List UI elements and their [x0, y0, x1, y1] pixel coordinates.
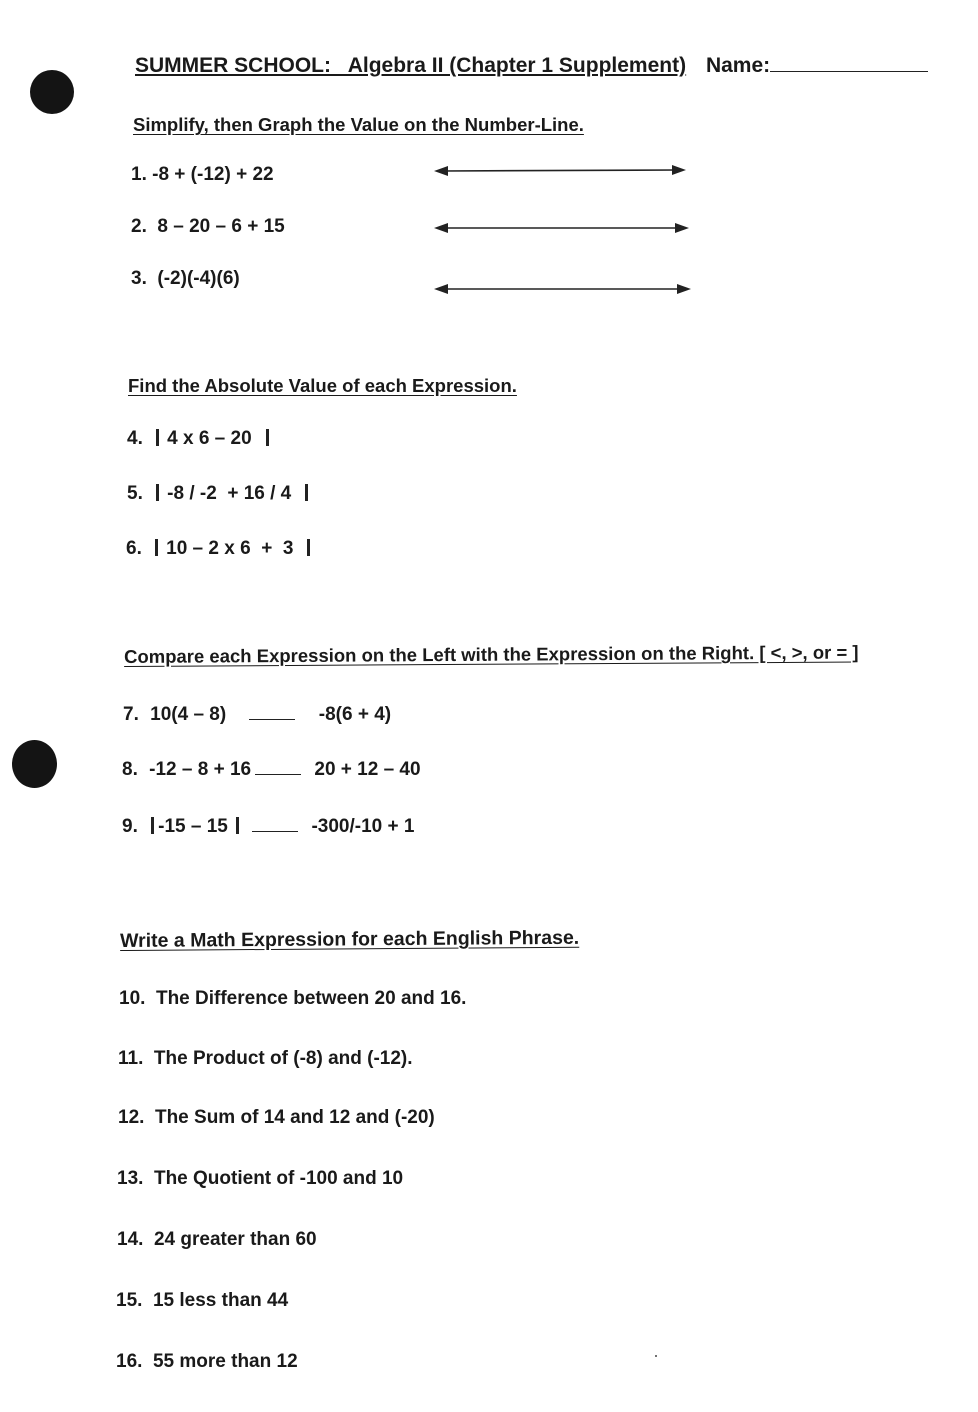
- absolute-bar-right: [266, 429, 269, 446]
- absolute-bar-right: [307, 539, 310, 556]
- question-number: 8.: [122, 759, 138, 780]
- section1-heading: Simplify, then Graph the Value on the Number-Line.: [133, 114, 584, 135]
- name-label: Name:: [705, 54, 771, 77]
- question-6: [126, 538, 310, 560]
- name-blank[interactable]: [770, 53, 928, 72]
- absolute-expression: -8 / -2 + 16 / 4: [167, 483, 292, 504]
- compare-left: -12 – 8 + 16: [149, 759, 252, 780]
- compare-right: -8(6 + 4): [318, 704, 392, 725]
- punch-hole-middle: [12, 740, 57, 788]
- compare-answer-blank[interactable]: [249, 705, 295, 720]
- compare-answer-blank[interactable]: [252, 817, 298, 832]
- question-13: 13. The Quotient of -100 and 10: [117, 1168, 404, 1189]
- question-number: 7.: [123, 704, 139, 725]
- compare-right: 20 + 12 – 40: [314, 759, 421, 780]
- question-16: 16. 55 more than 12: [116, 1351, 298, 1372]
- absolute-bar-left: [156, 484, 159, 501]
- question-4: [127, 428, 269, 450]
- question-number: 9.: [122, 816, 138, 837]
- absolute-bar-right: [236, 817, 239, 834]
- absolute-bar-left: [156, 429, 159, 446]
- absolute-expression: 4 x 6 – 20: [167, 428, 252, 449]
- paper-speck: [655, 1355, 657, 1357]
- question-number: 6.: [126, 538, 142, 559]
- compare-left: -15 – 15: [158, 816, 228, 837]
- question-9: [122, 816, 414, 838]
- question-number: 4.: [127, 428, 143, 449]
- question-12: 12. The Sum of 14 and 12 and (-20): [118, 1107, 435, 1128]
- question-7: [123, 704, 391, 726]
- absolute-bar-left: [151, 817, 154, 834]
- compare-right: -300/-10 + 1: [311, 816, 415, 837]
- worksheet-title-row: [135, 53, 928, 78]
- question-8: [122, 759, 421, 781]
- question-1: 1. -8 + (-12) + 22: [131, 164, 274, 185]
- worksheet-title: SUMMER SCHOOL: Algebra II (Chapter 1 Supplement): [135, 54, 687, 77]
- question-10: 10. The Difference between 20 and 16.: [119, 988, 467, 1009]
- question-number: 5.: [127, 483, 143, 504]
- number-line-2[interactable]: [434, 220, 694, 236]
- number-line-3[interactable]: [434, 281, 696, 297]
- question-15: 15. 15 less than 44: [116, 1290, 289, 1311]
- absolute-bar-right: [305, 484, 308, 501]
- absolute-expression: 10 – 2 x 6 + 3: [166, 538, 294, 559]
- question-11: 11. The Product of (-8) and (-12).: [118, 1048, 413, 1069]
- punch-hole-top: [30, 70, 74, 114]
- absolute-bar-left: [155, 539, 158, 556]
- section2-heading: Find the Absolute Value of each Expression.: [128, 375, 517, 396]
- number-line-1[interactable]: [434, 163, 694, 179]
- section4-heading: Write a Math Expression for each English Phrase.: [120, 926, 580, 952]
- compare-answer-blank[interactable]: [255, 760, 301, 775]
- question-3: 3. (-2)(-4)(6): [131, 268, 240, 289]
- question-14: 14. 24 greater than 60: [117, 1229, 317, 1250]
- section3-heading: Compare each Expression on the Left with the Expression on the Right. [ <, >, or = ]: [124, 641, 859, 667]
- question-5: [127, 483, 308, 505]
- compare-left: 10(4 – 8): [150, 704, 227, 725]
- question-2: 2. 8 – 20 – 6 + 15: [131, 216, 285, 237]
